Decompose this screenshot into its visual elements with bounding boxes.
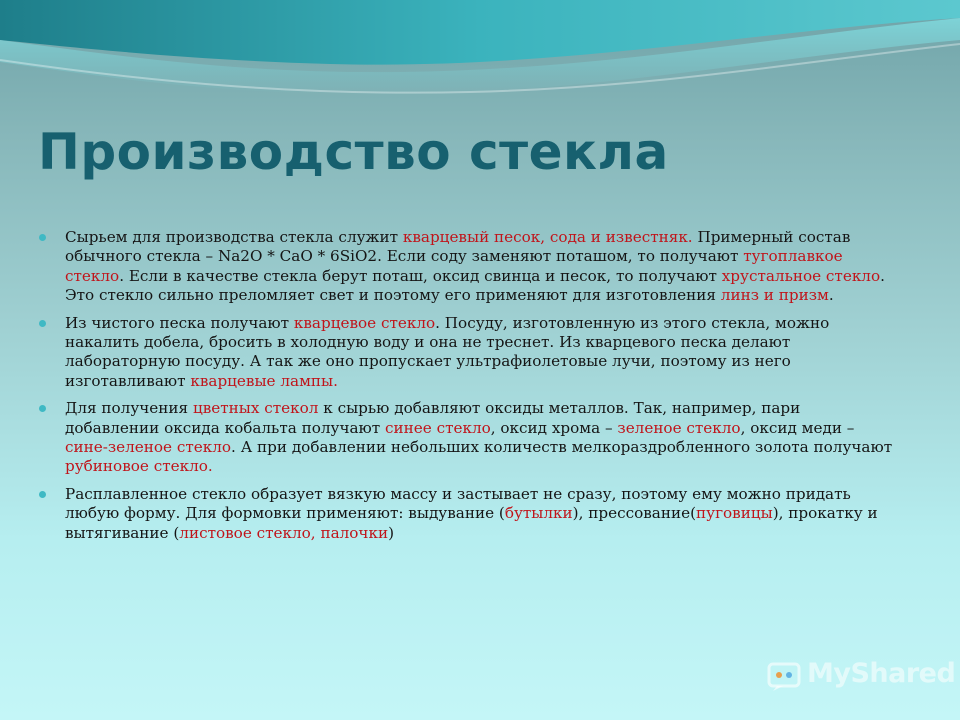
highlighted-term: сине-зеленое стекло <box>65 438 232 457</box>
myshared-logo-icon <box>767 658 803 692</box>
bullet-text: . А при добавлении небольших количеств мелкораздробленного золота получают <box>231 438 893 457</box>
highlighted-term: кварцевый песок, сода и известняк. <box>402 228 693 246</box>
bullet-text: . Посуду, изготовленную из этого стекла, можно накалить добела, бросить в холодную воду и она не треснет. Из кварцевого песка делают лабораторную посуду. А так же оно пропускает ультрафиолетовые лучи, поэтому из него изготавливают <box>65 313 830 390</box>
highlighted-term: пуговицы <box>696 504 773 523</box>
bullet-text: . <box>828 286 834 305</box>
highlighted-term: синее стекло <box>385 418 491 437</box>
highlighted-term: тугоплавкое стекло <box>65 247 843 285</box>
bullet-list <box>38 228 898 551</box>
highlighted-term: кварцевое стекло <box>293 313 436 332</box>
bullet-text: ), прессование( <box>572 504 697 523</box>
highlighted-term: хрустальное стекло <box>721 266 881 285</box>
bullet-text: , оксид хрома – <box>490 418 618 437</box>
bullet-dot-icon <box>39 491 46 498</box>
bullet-dot-icon <box>39 234 46 241</box>
highlighted-term: кварцевые лампы. <box>190 371 338 390</box>
highlighted-term: зеленое стекло <box>617 418 741 437</box>
bullet-dot-icon <box>39 320 46 327</box>
top-wave-decoration <box>0 0 960 110</box>
bullet-text: Из чистого песка получают <box>65 313 294 332</box>
bullet-text: . Это стекло сильно преломляет свет и поэтому его применяют для изготовления <box>65 266 885 305</box>
myshared-logo-text: MyShared <box>807 658 956 689</box>
bullet-text: Для получения <box>65 399 193 418</box>
slide-title: Производство стекла <box>38 123 669 181</box>
highlighted-term: цветных стекол <box>192 399 319 418</box>
highlighted-term: рубиновое стекло. <box>65 457 213 476</box>
highlighted-term: листовое стекло, палочки <box>179 523 389 542</box>
bullet-item <box>38 399 898 477</box>
bullet-text: ), прокатку и вытягивание ( <box>65 504 878 542</box>
highlighted-term: бутылки <box>504 504 573 523</box>
bullet-item <box>38 228 898 306</box>
bullet-text: ) <box>388 523 395 542</box>
bullet-text: . Если в качестве стекла берут поташ, оксид свинца и песок, то получают <box>119 266 722 285</box>
bullet-item <box>38 314 898 392</box>
bullet-text: , оксид меди – <box>740 418 855 437</box>
bullet-text: к сырью добавляют оксиды металлов. Так, например, пари добавлении оксида кобальта получают <box>65 399 801 437</box>
bullet-item <box>38 485 898 543</box>
bullet-text: Расплавленное стекло образует вязкую массу и застывает не сразу, поэтому ему можно придать любую форму. Для формовки применяют: выдувание ( <box>65 484 851 523</box>
bullet-dot-icon <box>39 405 46 412</box>
bullet-text: Примерный состав обычного стекла – Na2O * CaO * 6SiO2. Если соду заменяют поташом, то получают <box>65 228 851 266</box>
highlighted-term: линз и призм <box>720 286 829 305</box>
myshared-watermark <box>767 656 956 692</box>
bullet-text: Сырьем для производства стекла служит <box>65 228 403 246</box>
